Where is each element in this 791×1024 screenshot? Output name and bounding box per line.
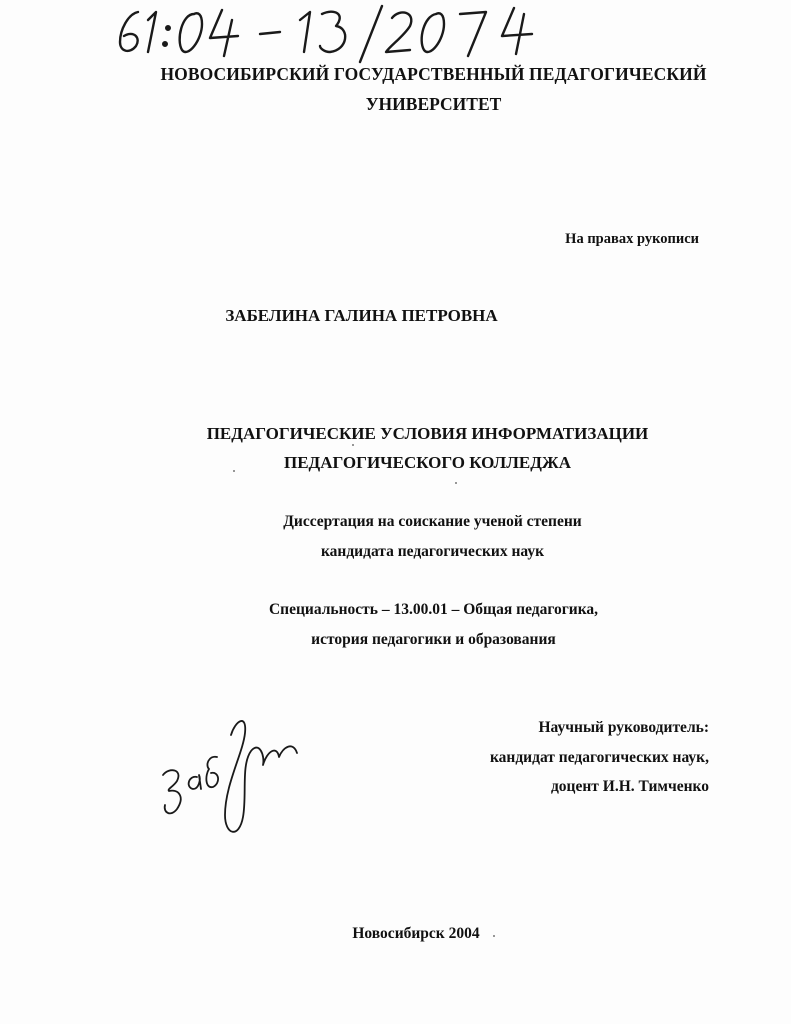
- city-year: Новосибирск 2004: [352, 925, 480, 942]
- specialty-line1: Специальность – 13.00.01 – Общая педагогика,: [268, 601, 599, 618]
- supervisor-name: доцент И.Н. Тимченко: [550, 778, 709, 795]
- dissertation-title-line2: ПЕДАГОГИЧЕСКОГО КОЛЛЕДЖА: [283, 453, 571, 472]
- university-name-line1: НОВОСИБИРСКИЙ ГОСУДАРСТВЕННЫЙ ПЕДАГОГИЧЕСКИЙ: [160, 64, 707, 84]
- author-name: ЗАБЕЛИНА ГАЛИНА ПЕТРОВНА: [225, 306, 498, 325]
- scan-speck: [493, 935, 495, 937]
- supervisor-degree: кандидат педагогических наук,: [489, 749, 709, 766]
- manuscript-rights-note: На правах рукописи: [565, 231, 699, 247]
- scan-speck: [455, 482, 457, 484]
- handwritten-signature: [155, 705, 315, 845]
- degree-line1: Диссертация на соискание ученой степени: [283, 513, 582, 530]
- scan-speck: [233, 470, 235, 472]
- supervisor-heading: Научный руководитель:: [538, 719, 709, 736]
- university-name-line2: УНИВЕРСИТЕТ: [365, 94, 502, 114]
- degree-line2: кандидата педагогических наук: [320, 543, 545, 560]
- dissertation-title-line1: ПЕДАГОГИЧЕСКИЕ УСЛОВИЯ ИНФОРМАТИЗАЦИИ: [206, 424, 649, 443]
- scan-speck: [352, 444, 354, 446]
- handwritten-catalog-code: [110, 0, 570, 70]
- specialty-line2: история педагогики и образования: [311, 631, 556, 648]
